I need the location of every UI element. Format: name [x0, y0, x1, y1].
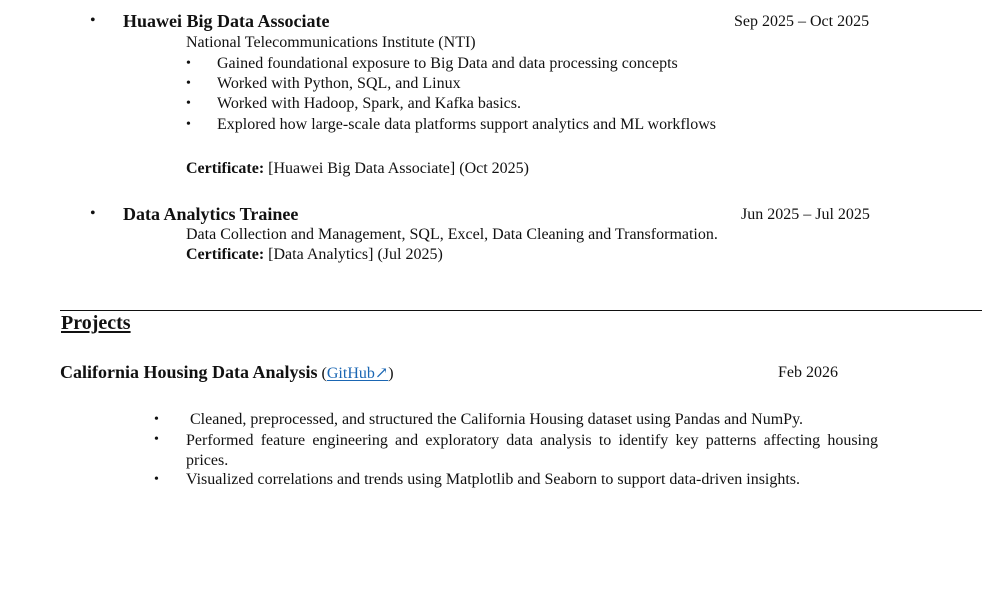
list-item: Worked with Python, SQL, and Linux	[217, 75, 461, 92]
list-bullet: •	[186, 117, 191, 132]
certificate-label: Certificate:	[186, 160, 265, 177]
certificate-label: Certificate:	[186, 246, 265, 263]
project-date: Feb 2026	[778, 364, 838, 381]
certificate-name: [Huawei Big Data Associate]	[268, 160, 456, 177]
list-bullet: •	[154, 432, 159, 447]
entry-date: Sep 2025 – Oct 2025	[734, 13, 870, 30]
list-item: Performed feature engineering and exploratory data analysis to identify key patterns affecting housing prices.	[186, 432, 878, 469]
certificate-date: (Oct 2025)	[459, 160, 529, 177]
list-bullet: •	[186, 96, 191, 111]
list-bullet: •	[154, 472, 159, 487]
list-item: Gained foundational exposure to Big Data and data processing concepts	[217, 55, 678, 72]
entry-bullet: •	[90, 12, 96, 29]
list-item: Explored how large-scale data platforms support analytics and ML workflows	[217, 116, 716, 133]
entry-bullet: •	[90, 205, 96, 222]
list-bullet: •	[154, 412, 159, 427]
certificate-line	[186, 246, 443, 264]
entry-organization: National Telecommunications Institute (NTI)	[186, 34, 476, 51]
project-title: California Housing Data Analysis	[60, 362, 318, 382]
list-bullet: •	[186, 56, 191, 71]
entry-title: Data Analytics Trainee	[123, 204, 299, 224]
list-item: Worked with Hadoop, Spark, and Kafka basics.	[217, 95, 521, 112]
certificate-line	[186, 160, 529, 178]
section-divider	[60, 310, 982, 311]
project-header	[60, 362, 394, 383]
link-paren-open: (	[321, 365, 327, 382]
certificate-date: (Jul 2025)	[377, 246, 443, 263]
link-paren-close: )	[388, 365, 394, 382]
entry-summary: Data Collection and Management, SQL, Excel, Data Cleaning and Transformation.	[186, 226, 718, 243]
github-link[interactable]: GitHub↗	[326, 365, 389, 382]
certificate-name: [Data Analytics]	[268, 246, 374, 263]
list-item: Visualized correlations and trends using Matplotlib and Seaborn to support data-driven insights.	[186, 471, 801, 488]
entry-title: Huawei Big Data Associate	[123, 11, 330, 31]
section-heading-projects: Projects	[61, 312, 131, 334]
list-bullet: •	[186, 76, 191, 91]
list-item: Cleaned, preprocessed, and structured the California Housing dataset using Pandas and NumPy.	[190, 411, 804, 428]
entry-date: Jun 2025 – Jul 2025	[741, 206, 870, 223]
